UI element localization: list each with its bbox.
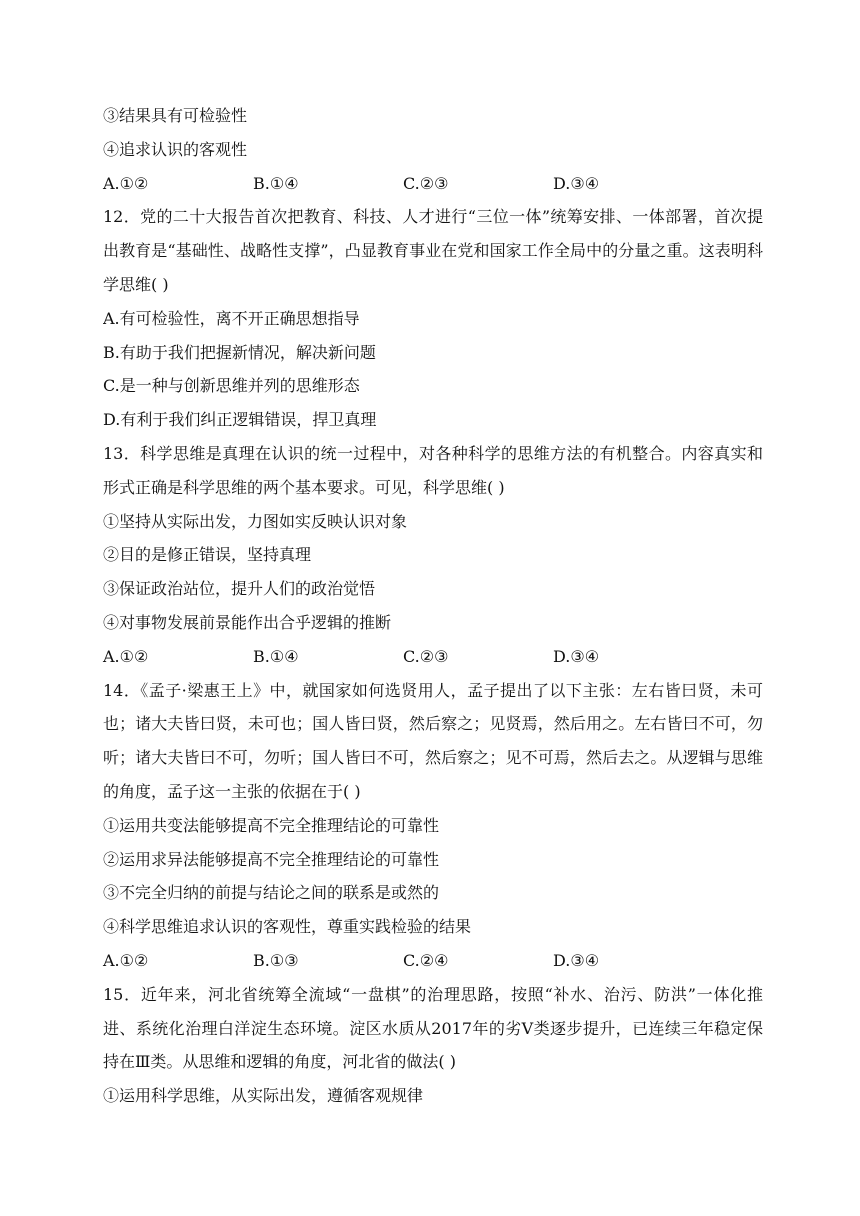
q12-option-c: C.是一种与创新思维并列的思维形态 [103, 376, 360, 396]
q12-option-b: B.有助于我们把握新情况，解决新问题 [103, 342, 376, 362]
q14-option-d: D.③④ [553, 950, 600, 970]
exam-page [103, 99, 763, 1113]
q13-item-4: ④对事物发展前景能作出合乎逻辑的推断 [103, 612, 392, 632]
q14-option-b: B.①③ [253, 950, 299, 970]
q14-item-3: ③不完全归纳的前提与结论之间的联系是或然的 [103, 883, 440, 903]
q15-stem: 15．近年来，河北省统筹全流域“一盘棋”的治理思路，按照“补水、治污、防洪”一体化推进、系统化治理白洋淀生态环境。淀区水质从2017年的劣Ⅴ类逐步提升，已连续三年稳定保持在Ⅲ类。从思维和逻辑的角度，河北省的做法( ) [103, 984, 763, 1072]
q11-options [103, 167, 763, 201]
q13-option-b: B.①④ [253, 646, 299, 666]
q13-item-3: ③保证政治站位，提升人们的政治觉悟 [103, 579, 376, 599]
q15-item-1: ①运用科学思维，从实际出发，遵循客观规律 [103, 1086, 424, 1106]
q14-option-c: C.②④ [403, 950, 449, 970]
q12-option-d: D.有利于我们纠正逻辑错误，捍卫真理 [103, 410, 377, 430]
q11-item-3: ③结果具有可检验性 [103, 106, 248, 125]
q11-option-b: B.①④ [253, 173, 299, 193]
q11-option-c: C.②③ [403, 173, 449, 193]
q12-option-a: A.有可检验性，离不开正确思想指导 [103, 308, 360, 328]
q12-stem: 12．党的二十大报告首次把教育、科技、人才进行“三位一体”统筹安排、一体部署，首次提出教育是“基础性、战略性支撑”，凸显教育事业在党和国家工作全局中的分量之重。这表明科学思维( ) [103, 207, 763, 294]
q14-option-a: A.①② [103, 950, 149, 970]
q13-item-2: ②目的是修正错误，坚持真理 [103, 545, 312, 565]
q13-stem: 13．科学思维是真理在认识的统一过程中，对各种科学的思维方法的有机整合。内容真实和形式正确是科学思维的两个基本要求。可见，科学思维( ) [103, 443, 763, 497]
q11-item-4: ④追求认识的客观性 [103, 139, 248, 159]
q11-option-a: A.①② [103, 173, 149, 193]
q14-item-1: ①运用共变法能够提高不完全推理结论的可靠性 [103, 815, 440, 835]
q13-option-d: D.③④ [553, 646, 600, 666]
q14-item-2: ②运用求异法能够提高不完全推理结论的可靠性 [103, 849, 440, 869]
q13-option-a: A.①② [103, 646, 149, 666]
q14-options [103, 944, 763, 978]
q14-item-4: ④科学思维追求认识的客观性，尊重实践检验的结果 [103, 917, 472, 937]
q13-options [103, 640, 763, 674]
q11-option-d: D.③④ [553, 173, 600, 193]
q14-stem: 14．《孟子·梁惠王上》中，就国家如何选贤用人，孟子提出了以下主张：左右皆曰贤，未可也；诸大夫皆曰贤，未可也；国人皆曰贤，然后察之；见贤焉，然后用之。左右皆曰不可，勿听；诸大夫皆曰不可，勿听；国人皆曰不可，然后察之；见不可焉，然后去之。从逻辑与思维的角度，孟子这一主张的依据在于( ) [103, 680, 763, 801]
q13-option-c: C.②③ [403, 646, 449, 666]
q13-item-1: ①坚持从实际出发，力图如实反映认识对象 [103, 511, 408, 531]
